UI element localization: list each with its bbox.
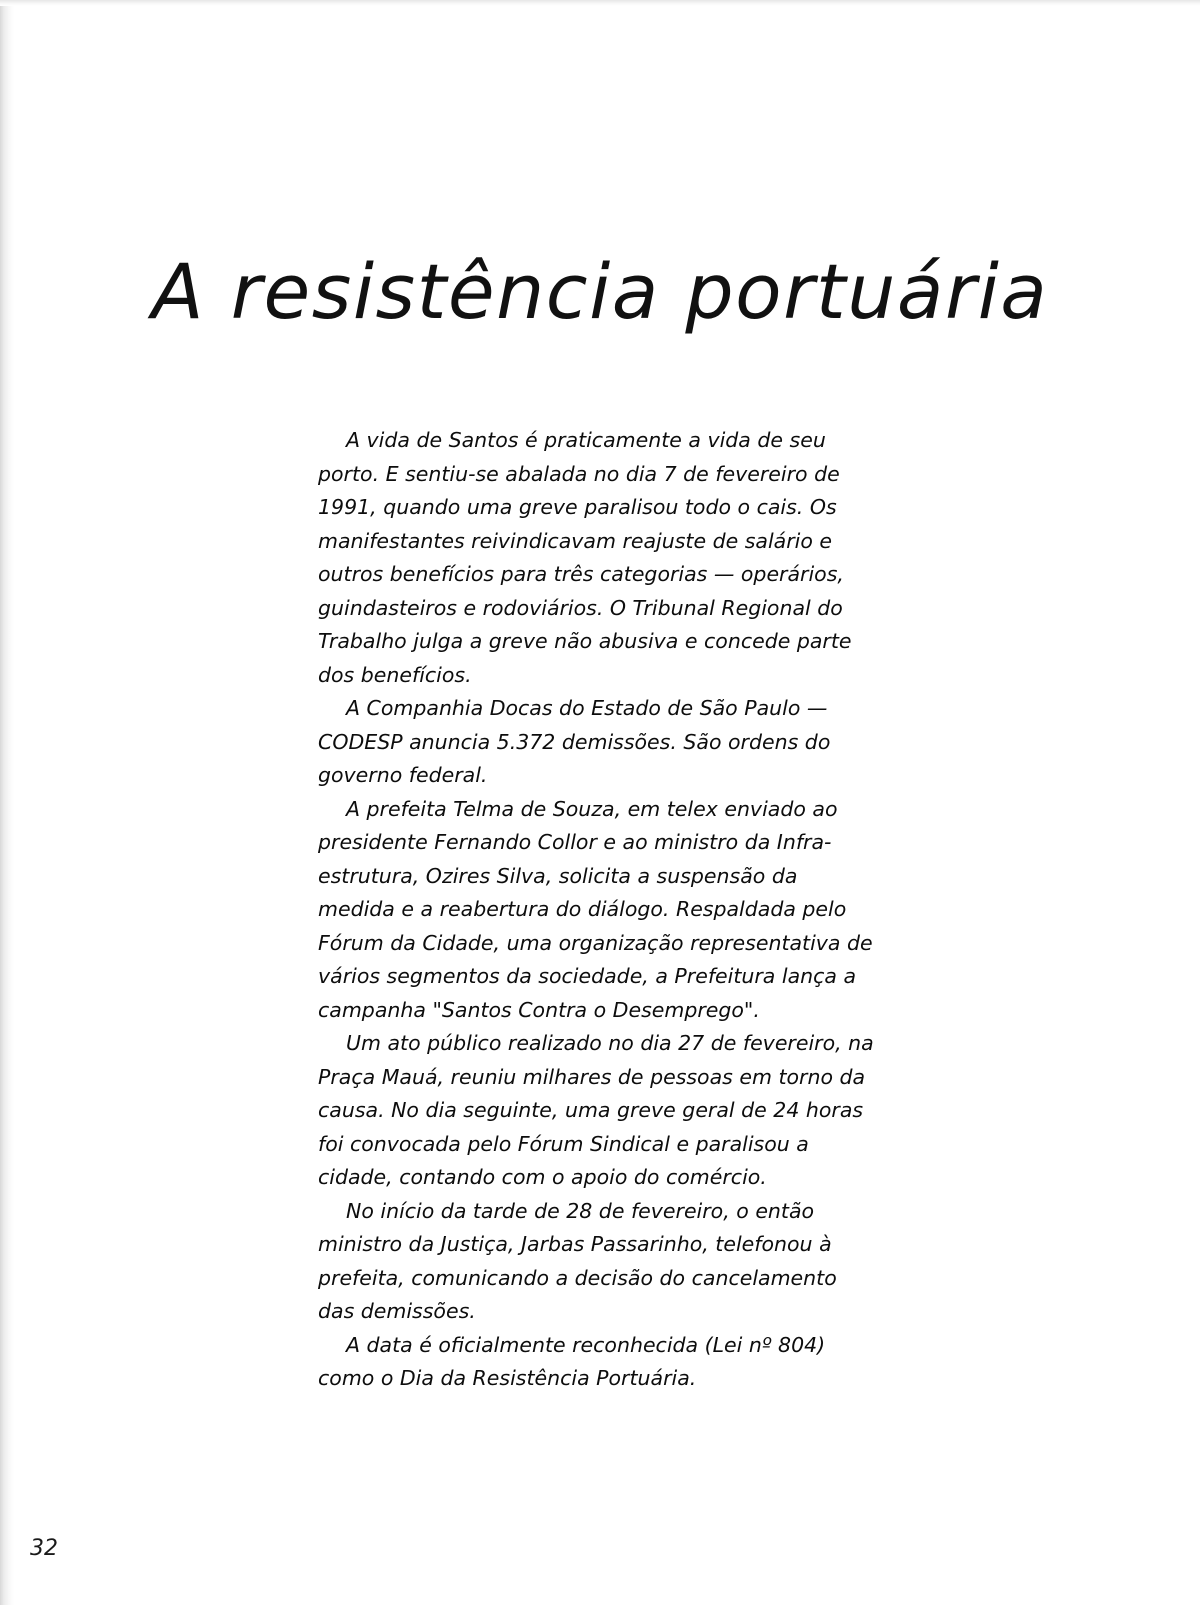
body-text [318,424,878,1396]
paragraph: A vida de Santos é praticamente a vida de seu porto. E sentiu-se abalada no dia 7 de fevereiro de 1991, quando uma greve paralisou todo o cais. Os manifestantes reivindicavam reajuste de salário e outros benefícios para três categorias — operários, guindasteiros e rodoviários. O Tribunal Regional do Trabalho julga a greve não abusiva e concede parte dos benefícios. [318,428,852,687]
paragraph: A Companhia Docas do Estado de São Paulo — CODESP anuncia 5.372 demissões. São ordens do governo federal. [318,696,831,787]
paragraph: No início da tarde de 28 de fevereiro, o então ministro da Justiça, Jarbas Passarinho, telefonou à prefeita, comunicando a decisão do cancelamento das demissões. [318,1198,837,1323]
paragraph: Um ato público realizado no dia 27 de fevereiro, na Praça Mauá, reuniu milhares de pessoas em torno da causa. No dia seguinte, uma greve geral de 24 horas foi convocada pelo Fórum Sindical e paralisou a cidade, contando com o apoio do comércio. [318,1031,874,1189]
paragraph: A prefeita Telma de Souza, em telex enviado ao presidente Fernando Collor e ao ministro da Infra-estrutura, Ozires Silva, solicita a suspensão da medida e a reabertura do diálogo. Respaldada pelo Fórum da Cidade, uma organização representativa de vários segmentos da sociedade, a Prefeitura lança a campanha "Santos Contra o Desemprego". [318,796,873,1022]
page-number: 32 [30,1536,58,1561]
paragraph: A data é oficialmente reconhecida (Lei nº 804) como o Dia da Resistência Portuária. [318,1332,826,1390]
page-title: A resistência portuária [151,246,1049,336]
